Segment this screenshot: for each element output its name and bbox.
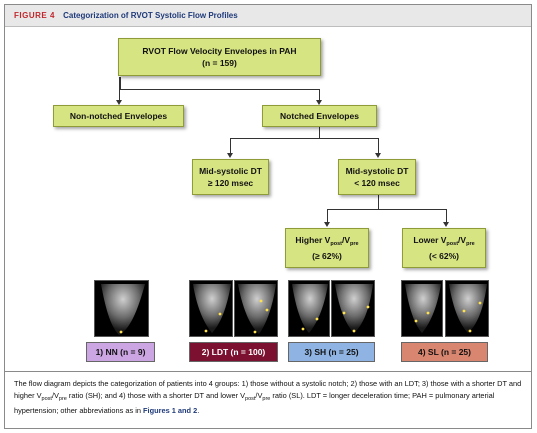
dt-short-title: Mid-systolic DT [345,166,409,176]
figure-title: Categorization of RVOT Systolic Flow Profiles [63,11,238,20]
arrow-head [375,153,381,158]
dt-long-box [192,159,269,195]
notched-label: Notched Envelopes [280,111,359,121]
echo-image-ldt-2 [234,280,278,337]
lower-ratio-title: Lower $V_{post}/V_{pre}$ [413,235,475,247]
figure-caption: The flow diagram depicts the categorization of patients into 4 groups: 1) those without a systolic notch; 2) those with an LDT; 3) those with a shorter DT and higher $V_{post}/V_{pre}$ ratio (SH); and 4) those with a shorter DT and lower $V_{post}/V_{pre}$ ratio (SL). LDT = longer deceleration time; PAH = pulmonary arterial hypertension; other abbreviations as in Figures 1 and 2. [5,371,531,428]
arrow-head [443,222,449,227]
higher-ratio-box [285,228,369,268]
connector [230,138,231,154]
echo-image-nn [94,280,149,337]
echo-image-ldt-1 [189,280,233,337]
connector [119,89,320,90]
lower-ratio-box [402,228,486,268]
dt-short-threshold: < 120 msec [354,178,400,188]
group-label-ldt: 2) LDT (n = 100) [189,342,278,362]
arrow-head [227,153,233,158]
connector [327,209,447,210]
connector [378,194,379,209]
echo-image-sh-2 [331,280,375,337]
figure-label: FIGURE 4 [14,11,55,20]
higher-ratio-title: Higher $V_{post}/V_{pre}$ [295,235,359,247]
connector [378,138,379,154]
lower-ratio-threshold: (< 62%) [429,251,459,261]
root-box [118,38,321,76]
echo-image-sl-1 [401,280,443,337]
root-title: RVOT Flow Velocity Envelopes in PAH [142,46,297,56]
notched-box [262,105,377,127]
non-notched-box [53,105,184,127]
connector [319,126,320,138]
higher-ratio-threshold: (≥ 62%) [312,251,342,261]
connector [119,90,120,100]
figure-reference-link[interactable]: Figures 1 and 2 [143,406,198,415]
group-label-sh: 3) SH (n = 25) [288,342,375,362]
group-label-sl: 4) SL (n = 25) [401,342,488,362]
connector [327,209,328,223]
group-label-nn: 1) NN (n = 9) [86,342,155,362]
connector [230,138,379,139]
connector [446,209,447,223]
connector [319,90,320,100]
non-notched-label: Non-notched Envelopes [69,111,168,121]
dt-long-threshold: ≥ 120 msec [207,178,254,188]
dt-short-box [338,159,416,195]
arrow-head [324,222,330,227]
figure-header [5,5,531,27]
echo-image-sh-1 [288,280,330,337]
echo-image-sl-2 [445,280,489,337]
dt-long-title: Mid-systolic DT [199,166,262,176]
root-count: (n = 159) [202,58,237,68]
figure-panel [4,4,532,429]
